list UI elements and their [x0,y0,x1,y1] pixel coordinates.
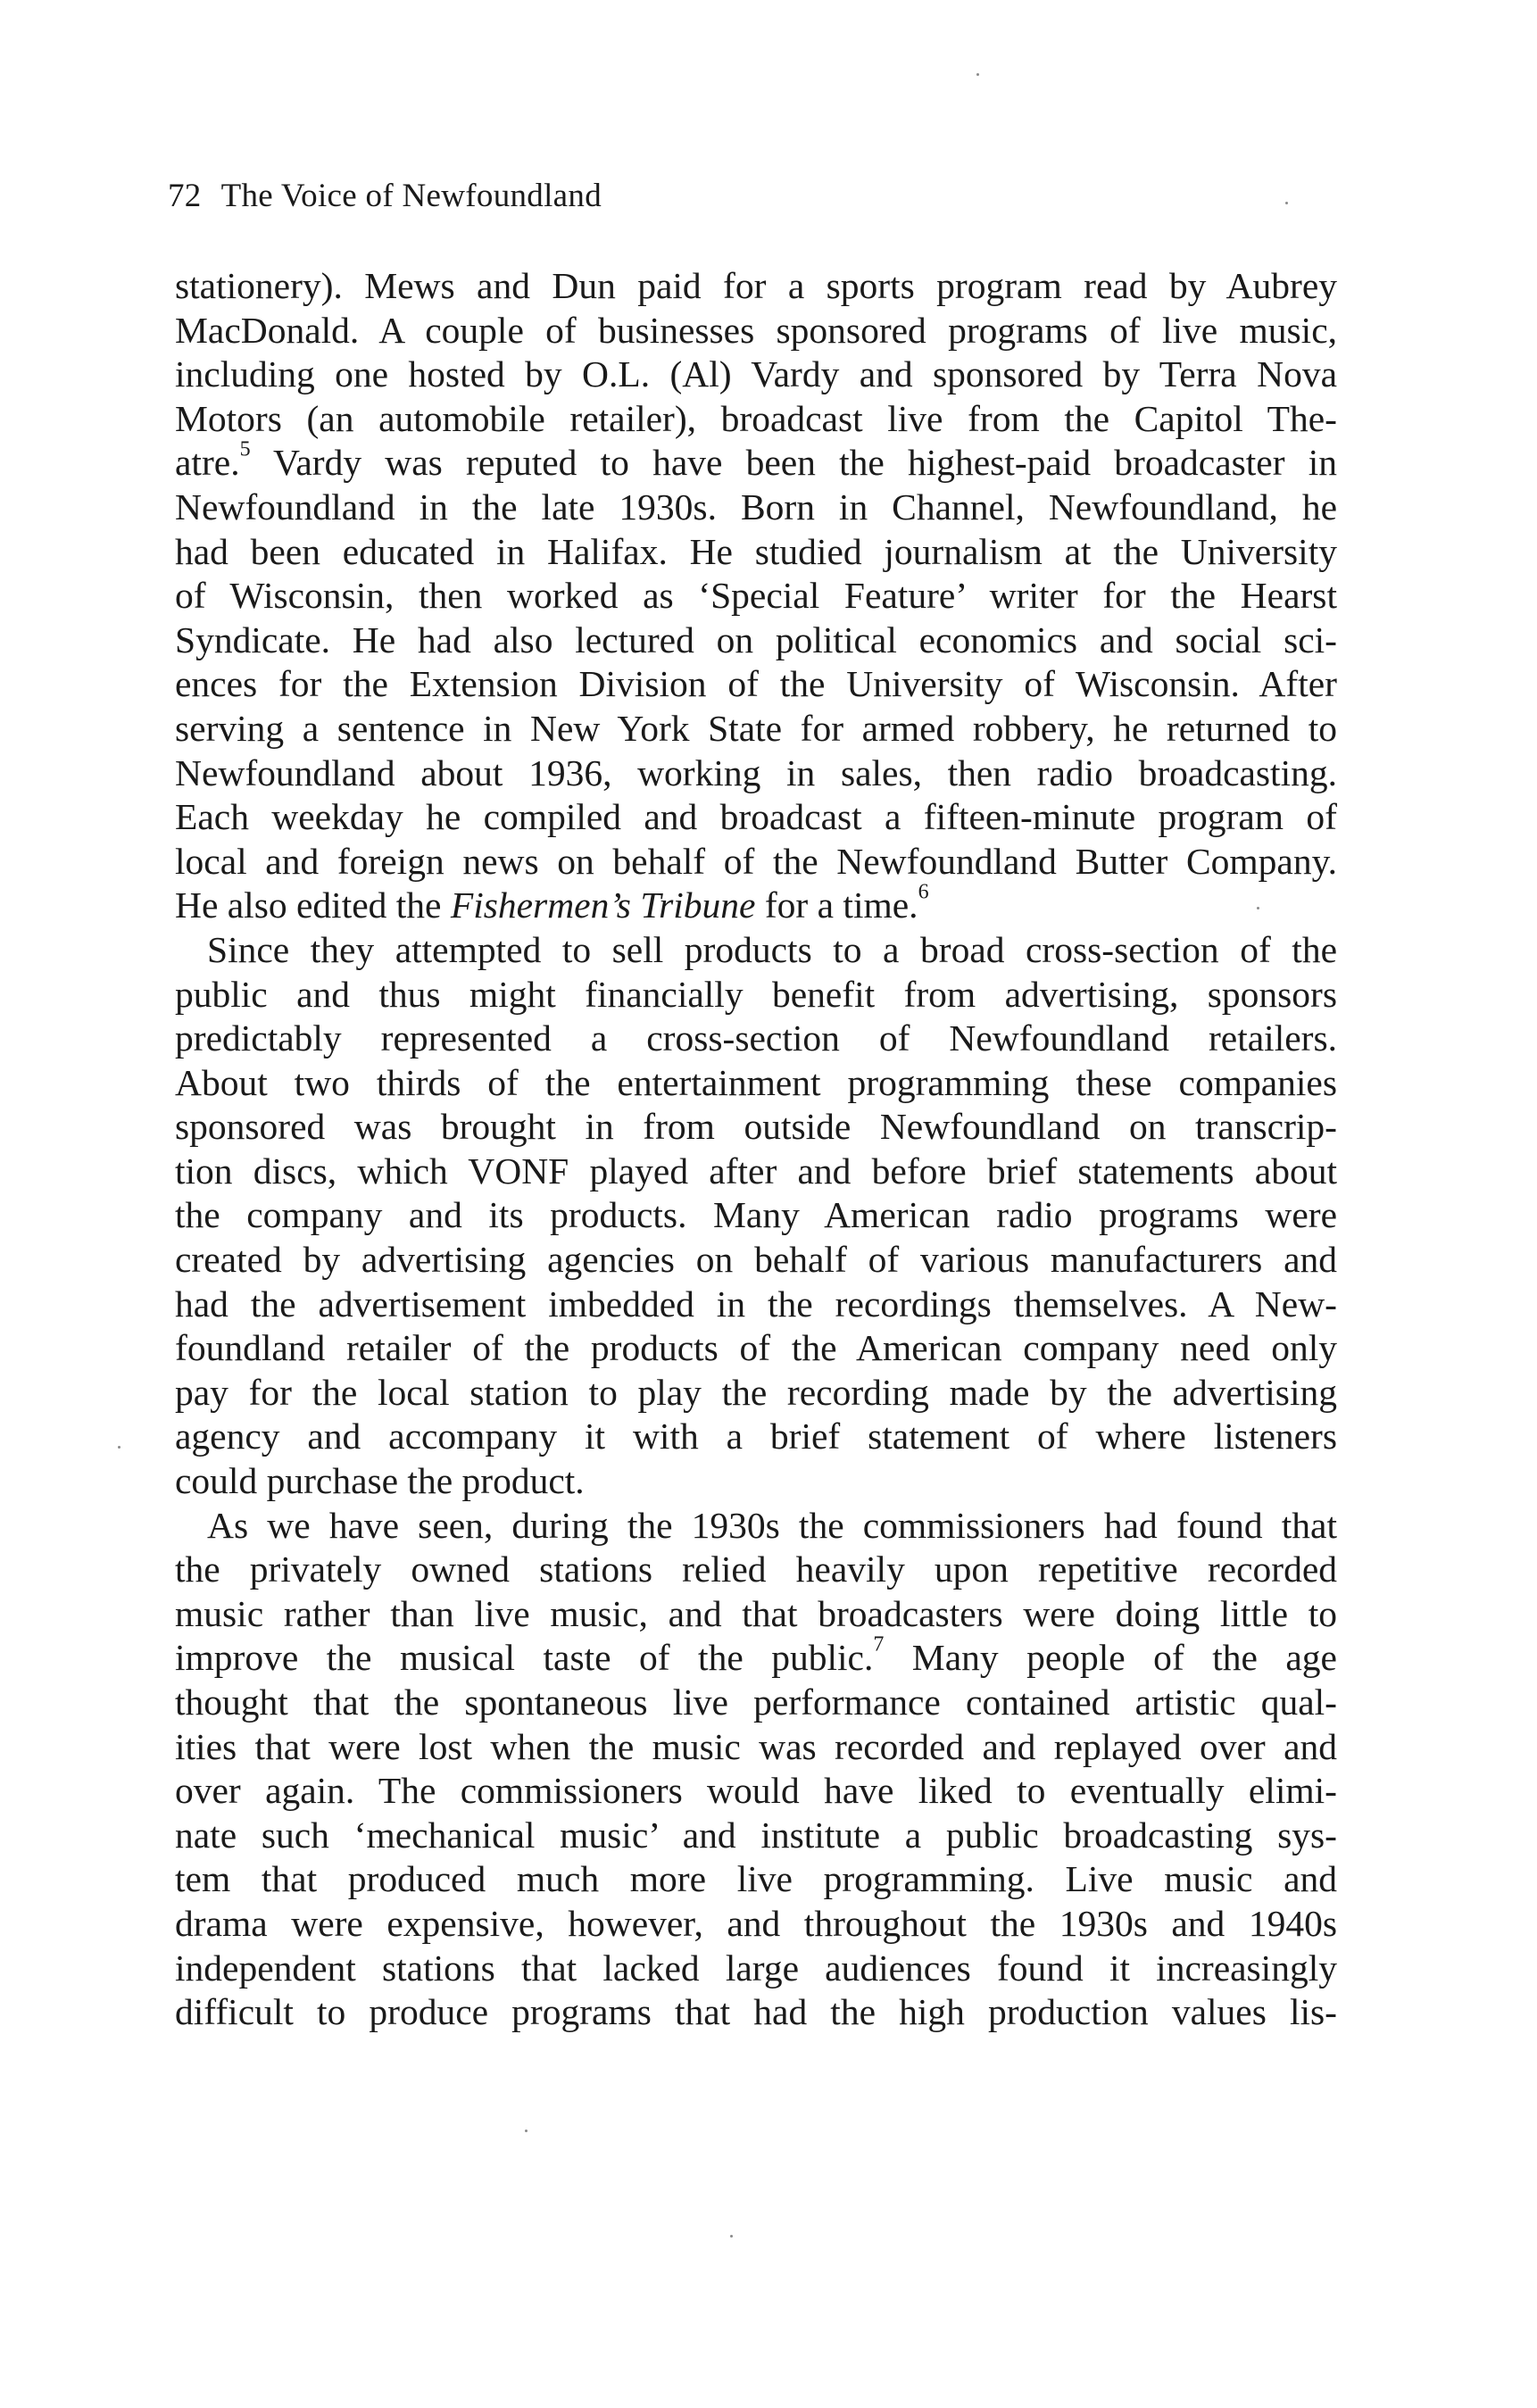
running-title: The Voice of Newfoundland [220,178,602,214]
text-line: of Wisconsin, then worked as ‘Special Feature’ writer for the Hearst [175,575,1337,617]
text-line: independent stations that lacked large audiences found it increasingly [175,1947,1337,1989]
text-line: had the advertisement imbedded in the recordings themselves. A New- [175,1283,1337,1324]
publication-title: Fishermen’s Tribune [450,884,756,926]
text-run: Vardy was reputed to have been the highest-paid broadcaster in [250,442,1337,484]
paragraph [175,1504,1337,2035]
text-run: He also edited the [175,884,451,926]
text-line: MacDonald. A couple of businesses sponsored programs of live music, [175,309,1337,351]
scan-speck [1285,202,1288,204]
text-line: drama were expensive, however, and throughout the 1930s and 1940s [175,1902,1337,1944]
running-head [168,177,602,215]
text-line: As we have seen, during the 1930s the commissioners had found that [207,1504,1337,1546]
text-line [175,880,1337,928]
text-line: including one hosted by O.L. (Al) Vardy and sponsored by Terra Nova [175,353,1337,395]
footnote-ref: 5 [239,437,251,461]
text-line: nate such ‘mechanical music’ and institute a public broadcasting sys- [175,1814,1337,1856]
body-text [175,264,1337,2035]
text-line: sponsored was brought in from outside Newfoundland on transcrip- [175,1106,1337,1148]
scan-speck [525,2130,528,2132]
text-line: local and foreign news on behalf of the Newfoundland Butter Company. [175,840,1337,882]
text-line: Motors (an automobile retailer), broadcast live from the Capitol The- [175,397,1337,439]
text-line: ences for the Extension Division of the University of Wisconsin. After [175,663,1337,705]
scan-speck [118,1446,120,1449]
text-line: pay for the local station to play the recording made by the advertising [175,1371,1337,1413]
text-line [175,437,1337,486]
text-line: tem that produced much more live programming. Live music and [175,1858,1337,1900]
text-line: foundland retailer of the products of the American company need only [175,1327,1337,1369]
text-line: thought that the spontaneous live performance contained artistic qual- [175,1681,1337,1723]
text-line: over again. The commissioners would have liked to eventually elimi- [175,1770,1337,1812]
text-run: atre. [175,442,240,484]
text-line: difficult to produce programs that had the high production values lis- [175,1991,1337,2033]
text-line: tion discs, which VONF played after and before brief statements about [175,1150,1337,1192]
text-line: Newfoundland in the late 1930s. Born in Channel, Newfoundland, he [175,486,1337,527]
text-run: for a time. [755,884,918,926]
footnote-ref: 6 [918,880,929,904]
paragraph [175,264,1337,928]
text-line: music rather than live music, and that broadcasters were doing little to [175,1592,1337,1634]
scan-speck [1257,907,1259,909]
text-line: the privately owned stations relied heavily upon repetitive recorded [175,1549,1337,1590]
scan-speck [730,2235,733,2238]
text-line: Syndicate. He had also lectured on political economics and social sci- [175,619,1337,660]
text-line: agency and accompany it with a brief statement of where listeners [175,1416,1337,1457]
paragraph [175,928,1337,1504]
text-line: could purchase the product. [175,1460,585,1502]
text-line: serving a sentence in New York State for armed robbery, he returned to [175,707,1337,749]
text-run: Many people of the age [884,1637,1337,1679]
scan-speck [976,73,979,76]
text-line: the company and its products. Many American radio programs were [175,1194,1337,1236]
text-line: predictably represented a cross-section of Newfoundland retailers. [175,1017,1337,1059]
text-run: improve the musical taste of the public. [175,1637,874,1679]
text-line: About two thirds of the entertainment programming these companies [175,1061,1337,1103]
text-line: public and thus might financially benefit from advertising, sponsors [175,973,1337,1015]
text-line: Each weekday he compiled and broadcast a fifteen-minute program of [175,796,1337,838]
page-number: 72 [168,178,202,214]
footnote-ref: 7 [873,1632,885,1657]
text-line [175,1632,1337,1681]
text-line: had been educated in Halifax. He studied journalism at the University [175,530,1337,572]
text-line: created by advertising agencies on behalf of various manufacturers and [175,1239,1337,1281]
text-line: Since they attempted to sell products to a broad cross-section of the [207,928,1337,970]
text-line: ities that were lost when the music was recorded and replayed over and [175,1725,1337,1767]
text-line: stationery). Mews and Dun paid for a sports program read by Aubrey [175,265,1337,306]
text-line: Newfoundland about 1936, working in sales, then radio broadcasting. [175,751,1337,793]
